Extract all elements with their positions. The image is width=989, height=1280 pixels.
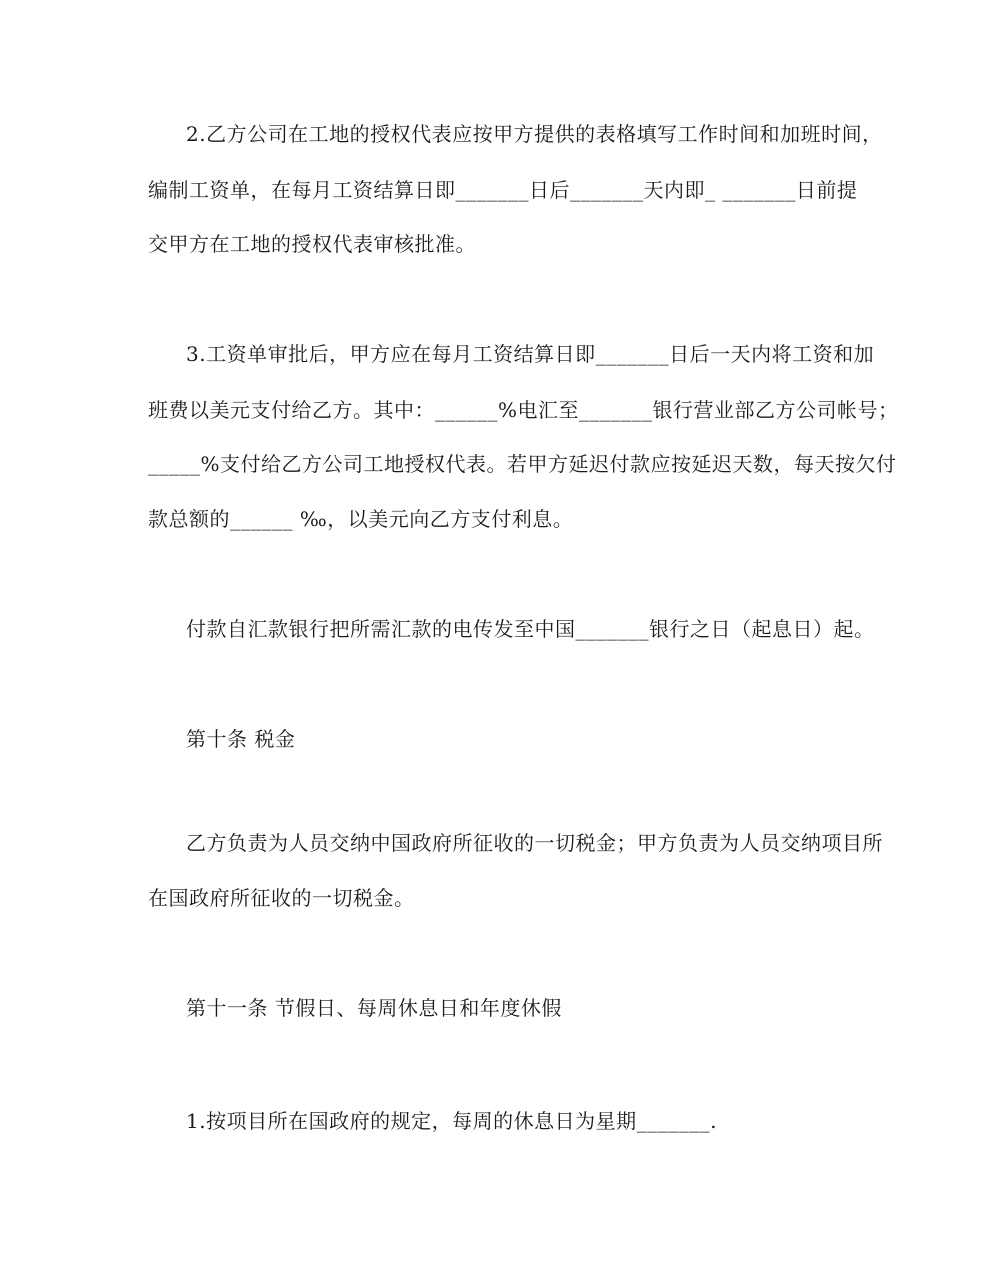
paragraph-3-line-1: 3.工资单审批后，甲方应在每月工资结算日即_______日后一天内将工资和加 [186,342,875,366]
tax-paragraph-line-1: 乙方负责为人员交纳中国政府所征收的一切税金；甲方负责为人员交纳项目所 [186,831,883,855]
paragraph-2-line-3: 交甲方在工地的授权代表审核批准。 [148,232,476,256]
article-11-heading: 第十一条 节假日、每周休息日和年度休假 [186,996,562,1020]
tax-paragraph-line-2: 在国政府所征收的一切税金。 [148,886,415,910]
paragraph-2-line-1: 2.乙方公司在工地的授权代表应按甲方提供的表格填写工作时间和加班时间， [186,122,883,146]
paragraph-3-line-2: 班费以美元支付给乙方。其中：______%电汇至_______银行营业部乙方公司帐号； [148,398,899,422]
paragraph-3-line-4: 款总额的______ ‰，以美元向乙方支付利息。 [148,507,574,531]
holiday-paragraph-line-1: 1.按项目所在国政府的规定，每周的休息日为星期_______. [186,1109,717,1133]
paragraph-3-line-3: _____%支付给乙方公司工地授权代表。若甲方延迟付款应按延迟天数，每天按欠付 [148,452,897,476]
payment-note: 付款自汇款银行把所需汇款的电传发至中国_______银行之日（起息日）起。 [186,617,875,641]
article-10-heading: 第十条 税金 [186,727,296,751]
paragraph-2-line-2: 编制工资单，在每月工资结算日即_______日后_______天内即_ _______日前提 [148,178,858,202]
